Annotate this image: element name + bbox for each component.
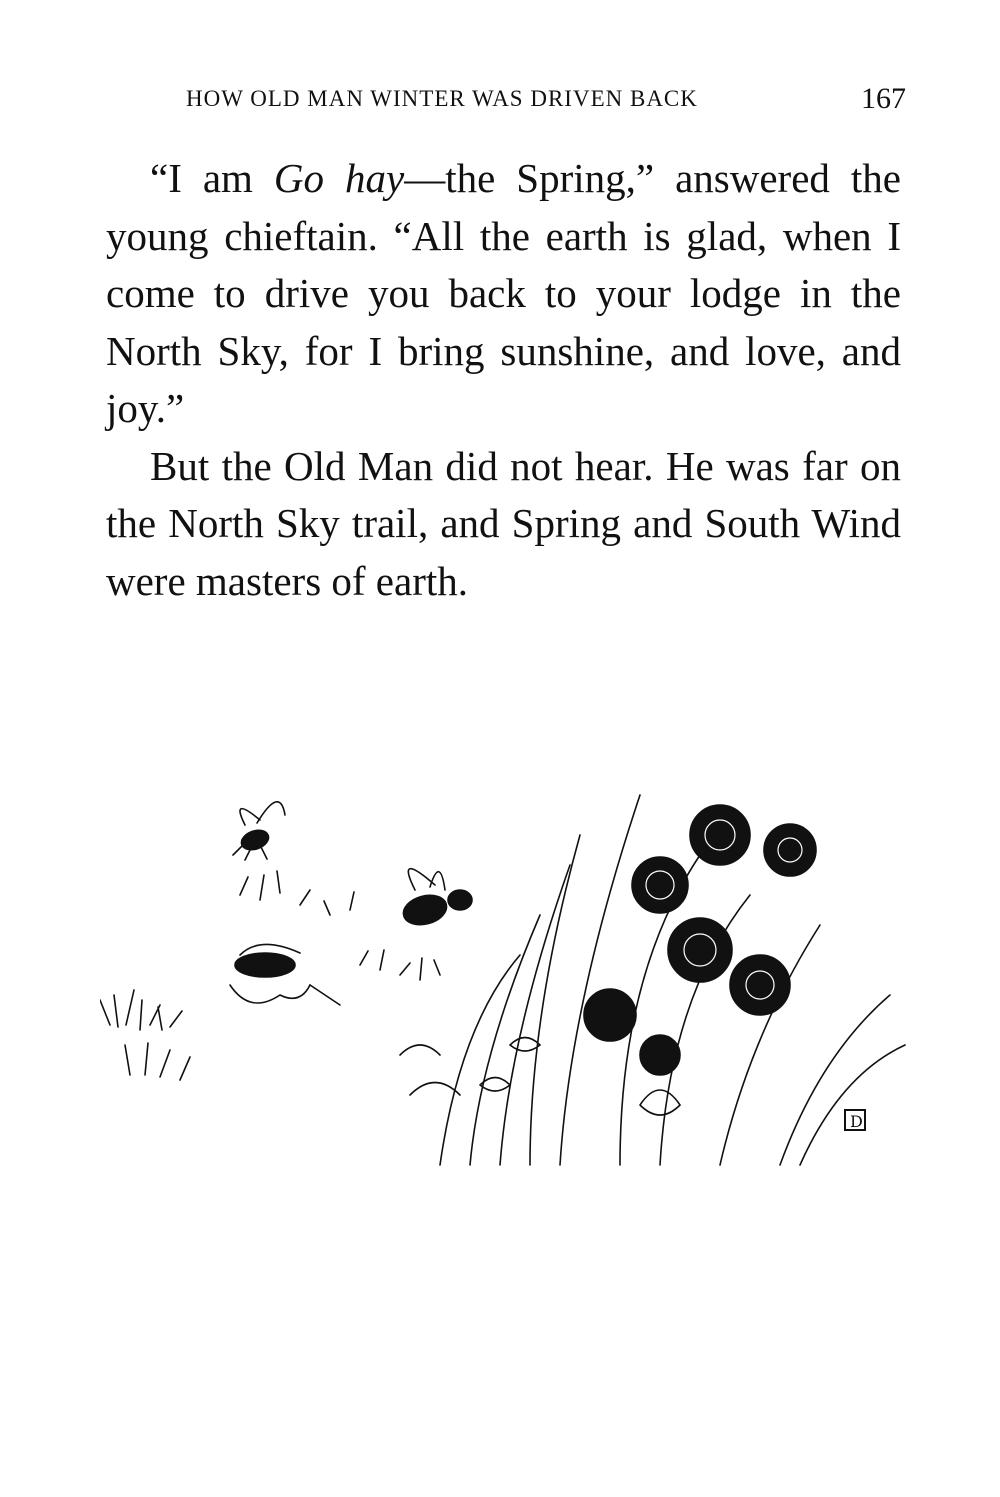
paragraph-1-rest: —the Spring,” answered the young chieftain. “All the earth is glad, when I come to drive you back to your lodge in the North Sky, for I bring sunshine, and love, and joy.” bbox=[106, 155, 901, 431]
paragraph-1-start: “I am bbox=[150, 155, 274, 201]
paragraph-2: But the Old Man did not hear. He was far on the North Sky trail, and Spring and South Wind were masters of earth. bbox=[106, 442, 901, 604]
body-text bbox=[106, 150, 901, 610]
flower-cluster bbox=[584, 805, 816, 1075]
paragraph-1-italic-name: Go hay bbox=[273, 155, 405, 201]
bee-icon-1 bbox=[233, 802, 285, 860]
bees-and-flowers-drawing bbox=[100, 775, 910, 1170]
artist-monogram-icon bbox=[845, 1110, 865, 1131]
running-title: HOW OLD MAN WINTER WAS DRIVEN BACK bbox=[186, 86, 698, 111]
meadow-illustration bbox=[100, 775, 910, 1170]
page-number: 167 bbox=[861, 82, 906, 115]
svg-text:D: D bbox=[850, 1112, 863, 1131]
paragraph-1 bbox=[106, 150, 901, 438]
tall-grass bbox=[440, 795, 905, 1165]
bee-icon-3 bbox=[230, 944, 340, 1005]
grass-left bbox=[100, 990, 190, 1080]
bee-icon-2 bbox=[400, 869, 472, 930]
